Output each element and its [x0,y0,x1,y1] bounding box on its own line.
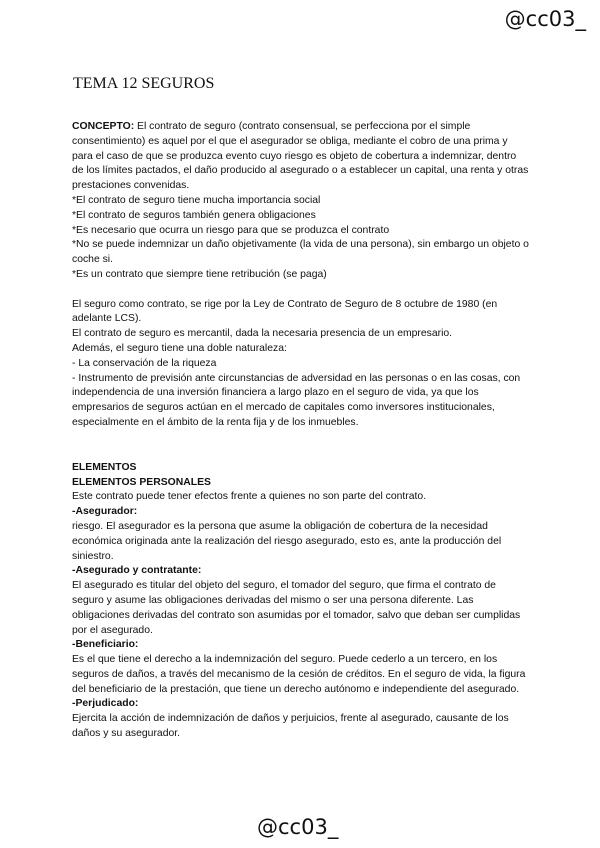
beneficiario-text: Es el que tiene el derecho a la indemnización del seguro. Puede cederlo a un tercero, en los seguros de daños, a través del mecanismo de la cesión de créditos. En el seguro de vida, la figura del beneficiario de la prestación, que tiene un derecho autónomo e independiente del asegurado. [72,654,526,695]
paragraph: El seguro como contrato, se rige por la Ley de Contrato de Seguro de 8 octubre de 1980 (en adelante LCS). [72,298,498,325]
perjudicado-label: -Perjudicado: [72,698,139,710]
bullet-item: *No se puede indemnizar un daño objetivamente (la vida de una persona), sin embargo un objeto o coche si. [72,239,529,266]
paragraph: Además, el seguro tiene una doble naturaleza: [72,342,287,354]
elementos-personales-heading: ELEMENTOS PERSONALES [72,476,211,488]
paragraph: - Instrumento de previsión ante circunstancias de adversidad en las personas o en las cosas, con independencia de una inversión financiera a largo plazo en el seguro de vida, ya que los empresarios de seguros actúan en el mercado de capitales como inversores institucionales, especialmente en el ámbito de la renta fija y de los inmuebles. [72,372,521,428]
paragraph: El contrato de seguro es mercantil, dada la necesaria presencia de un empresario. [72,328,453,340]
elementos-heading: ELEMENTOS [72,461,137,473]
concepto-label: CONCEPTO: [72,121,135,132]
concepto-text: El contrato de seguro (contrato consensual, se perfecciona por el simple consentimiento) es aquel por el que el asegurador se obliga, mediante el cobro de una prima y para el caso de que se produzca evento cuyo riesgo es objeto de cobertura a indemnizar, dentro de los límites pactados, el daño producido al asegurado o a establecer un capital, una renta y otras prestaciones convenidas. [72,121,529,192]
bullet-item: *Es un contrato que siempre tiene retribución (se paga) [72,268,327,280]
page-title: TEMA 12 SEGUROS [73,75,215,92]
asegurado-text: El asegurado es titular del objeto del seguro, el tomador del seguro, que firma el contrato de seguro y asume las obligaciones derivadas del mismo o ser una persona diferente. Las obligaciones derivadas del contrato son asumidas por el tomador, salvo que deban ser cumplidas por el asegurado. [72,580,521,636]
watermark-bottom: @cc03_ [257,815,339,839]
asegurador-label: -Asegurador: [72,506,138,518]
bullet-item: *El contrato de seguros también genera obligaciones [72,209,316,221]
beneficiario-label: -Beneficiario: [72,639,139,651]
bullet-item: *Es necesario que ocurra un riesgo para que se produzca el contrato [72,224,390,236]
bullet-item: *El contrato de seguro tiene mucha importancia social [72,194,321,206]
asegurador-text: riesgo. El asegurador es la persona que asume la obligación de cobertura de la necesidad económica originada ante la realización del riesgo asegurado, esto es, ante la producción del siniestro. [72,520,502,562]
concepto-paragraph [72,120,530,194]
elementos-intro: Este contrato puede tener efectos frente a quienes no son parte del contrato. [72,491,427,503]
asegurado-label: -Asegurado y contratante: [72,565,202,577]
document-body [72,120,530,742]
paragraph: - La conservación de la riqueza [72,357,217,369]
perjudicado-text: Ejercita la acción de indemnización de daños y perjuicios, frente al asegurado, causante de los daños y su asegurador. [72,713,509,740]
watermark-top: @cc03_ [504,7,586,31]
